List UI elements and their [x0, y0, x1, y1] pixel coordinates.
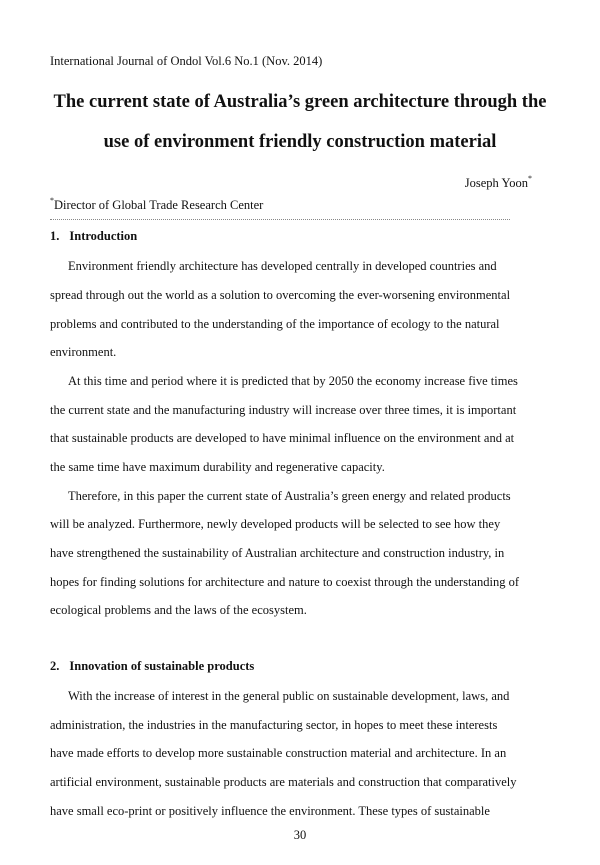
paragraph-line: will be analyzed. Furthermore, newly developed products will be selected to see how they	[50, 517, 501, 531]
affiliation	[50, 198, 263, 213]
paragraph-line: have strengthened the sustainability of Australian architecture and construction industry, in	[50, 546, 505, 560]
paragraph-line: have small eco-print or positively influence the environment. These types of sustainable	[50, 804, 490, 818]
paragraph-line: artificial environment, sustainable products are materials and construction that comparatively	[50, 775, 517, 789]
paragraph-line: hopes for finding solutions for architecture and nature to coexist through the understanding of	[50, 575, 519, 589]
paragraph-line: problems and contributed to the understanding of the importance of ecology to the natural	[50, 317, 500, 331]
section-heading-introduction	[50, 229, 137, 244]
paragraph-line: the current state and the manufacturing industry will increase over three times, it is important	[50, 403, 517, 417]
paragraph-line: have made efforts to develop more sustainable construction material and architecture. In an	[50, 746, 507, 760]
paragraph-line: Environment friendly architecture has developed centrally in developed countries and	[68, 259, 497, 273]
page-number: 30	[293, 828, 307, 842]
section-title: Innovation of sustainable products	[69, 659, 255, 673]
title-line-2: use of environment friendly construction material	[103, 132, 497, 152]
paragraph-line: administration, the industries in the manufacturing sector, in hopes to meet these interests	[50, 718, 498, 732]
affiliation-mark: *	[50, 196, 54, 205]
paragraph-line: With the increase of interest in the general public on sustainable development, laws, and	[68, 689, 510, 703]
section-title: Introduction	[69, 229, 138, 243]
author-name: Joseph Yoon	[464, 176, 528, 190]
affiliation-text: Director of Global Trade Research Center	[54, 198, 264, 212]
paragraph-line: ecological problems and the laws of the ecosystem.	[50, 603, 307, 617]
paragraph-line: the same time have maximum durability and regenerative capacity.	[50, 460, 385, 474]
author-mark: *	[528, 174, 532, 183]
dotted-divider	[50, 219, 510, 220]
paragraph-line: spread through out the world as a solution to overcoming the ever-worsening environmental	[50, 288, 511, 302]
paragraph-line: that sustainable products are developed to have minimal influence on the environment and at	[50, 431, 515, 445]
paragraph-line: At this time and period where it is predicted that by 2050 the economy increase five times	[68, 374, 518, 388]
paragraph-line: Therefore, in this paper the current state of Australia’s green energy and related products	[68, 489, 511, 503]
section-heading-innovation	[50, 659, 254, 674]
author	[465, 176, 532, 191]
paragraph-line: environment.	[50, 345, 117, 359]
title-line-1: The current state of Australia’s green architecture through the	[53, 92, 547, 112]
section-number: 2.	[50, 659, 60, 673]
journal-header: International Journal of Ondol Vol.6 No.1 (Nov. 2014)	[50, 54, 323, 68]
section-number: 1.	[50, 229, 60, 243]
